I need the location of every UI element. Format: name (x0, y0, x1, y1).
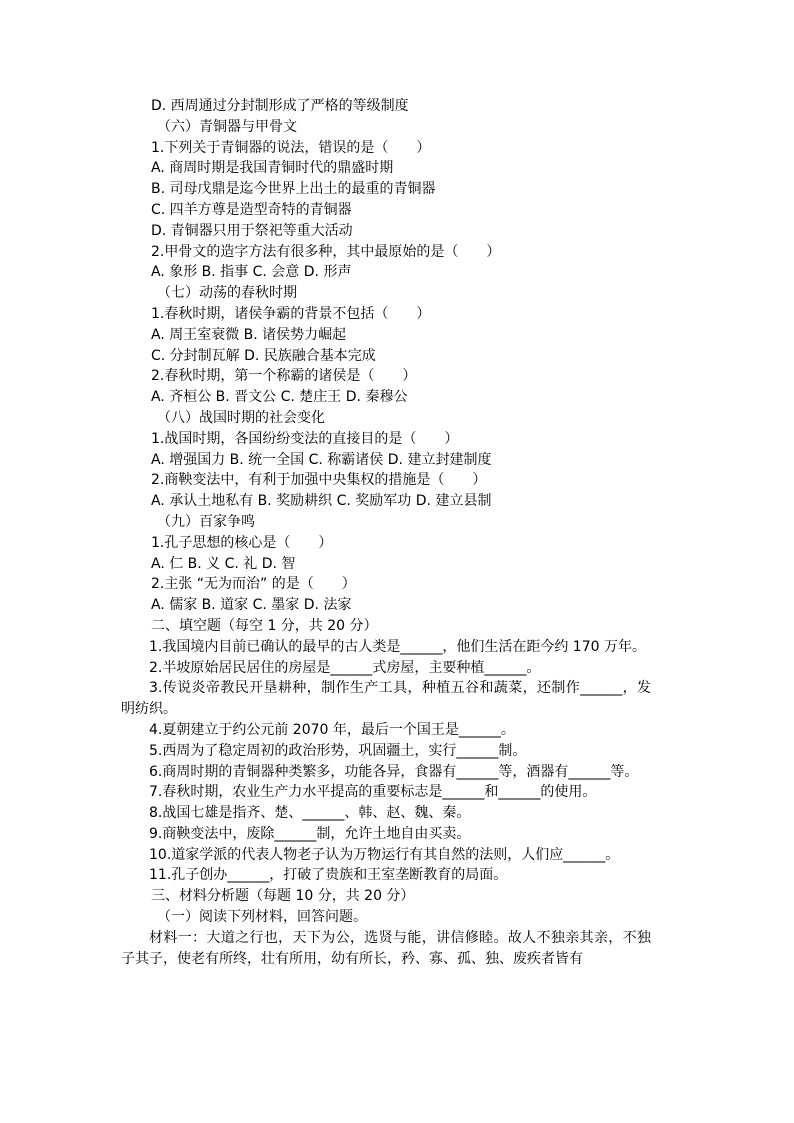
text-line: 2.商鞅变法中，有利于加强中央集权的措施是（ ） (151, 472, 487, 489)
fill-in-item: 11.孔子创办______，打破了贵族和王室垄断教育的局面。 (149, 867, 508, 884)
section-three (121, 886, 681, 969)
section-heading: （六）青铜器与甲骨文 (157, 118, 297, 135)
text-line: D. 西周通过分封制形成了严格的等级制度 (151, 98, 409, 114)
section-heading: （一）阅读下列材料，回答问题。 (157, 909, 367, 926)
material-passage: 材料一：大道之行也，天下为公，选贤与能，讲信修睦。故人不独亲其亲，不独子其子，使老有所终，壮有所用，幼有所长，矜、寡、孤、独、废疾者皆有 (121, 929, 651, 967)
section-heading: （七）动荡的春秋时期 (157, 285, 297, 302)
text-line: A. 增强国力 B. 统一全国 C. 称霸诸侯 D. 建立封建制度 (151, 451, 492, 468)
text-line: 2.甲骨文的造字方法有很多种，其中最原始的是（ ） (151, 243, 501, 260)
text-line: A. 仁 B. 义 C. 礼 D. 智 (151, 555, 296, 572)
text-line: D. 青铜器只用于祭祀等重大活动 (151, 222, 353, 239)
fill-in-item: 2.半坡原始居民居住的房屋是______式房屋，主要种植______。 (149, 659, 541, 676)
text-line: A. 儒家 B. 道家 C. 墨家 D. 法家 (151, 597, 352, 614)
text-line: 2.春秋时期，第一个称霸的诸侯是（ ） (151, 368, 417, 385)
document-page (121, 96, 681, 969)
text-line: 二、填空题（每空 1 分，共 20 分） (151, 617, 378, 634)
question-lines (151, 96, 681, 637)
text-line: B. 司母戊鼎是迄今世界上出土的最重的青铜器 (151, 181, 436, 198)
text-line: A. 象形 B. 指事 C. 会意 D. 形声 (151, 264, 352, 281)
fill-in-item: 6.商周时期的青铜器种类繁多，功能各异，食器有______等，酒器有______等。 (149, 763, 639, 780)
fill-in-item: 10.道家学派的代表人物老子认为万物运行有其自然的法则，人们应______。 (149, 846, 620, 863)
text-line: A. 周王室衰微 B. 诸侯势力崛起 (151, 326, 347, 343)
section-heading: （九）百家争鸣 (157, 513, 255, 530)
fill-in-item: 8.战国七雄是指齐、楚、______、韩、赵、魏、秦。 (149, 805, 471, 822)
text-line: 1.春秋时期，诸侯争霸的背景不包括（ ） (151, 305, 431, 322)
fill-in-questions (121, 637, 681, 887)
fill-in-item: 1.我国境内目前已确认的最早的古人类是______，他们生活在距今约 170 万年。 (149, 638, 646, 655)
section-heading: （八）战国时期的社会变化 (157, 409, 325, 426)
text-line: 1.孔子思想的核心是（ ） (151, 534, 333, 551)
fill-in-item: 3.传说炎帝教民开垦耕种，制作生产工具，种植五谷和蔬菜，还制作______，发明纺织。 (121, 680, 651, 718)
fill-in-item: 7.春秋时期，农业生产力水平提高的重要标志是______和______的使用。 (149, 784, 597, 801)
text-line: C. 分封制瓦解 D. 民族融合基本完成 (151, 347, 376, 364)
fill-in-item: 4.夏朝建立于约公元前 2070 年，最后一个国王是______。 (149, 721, 515, 738)
text-line: A. 齐桓公 B. 晋文公 C. 楚庄王 D. 秦穆公 (151, 389, 408, 406)
text-line: 2.主张 “无为而治” 的是（ ） (151, 576, 356, 593)
fill-in-item: 5.西周为了稳定周初的政治形势，巩固疆土，实行______制。 (149, 742, 527, 759)
text-line: A. 商周时期是我国青铜时代的鼎盛时期 (151, 160, 394, 177)
text-line: 1.战国时期，各国纷纷变法的直接目的是（ ） (151, 430, 459, 447)
section-title: 三、材料分析题（每题 10 分，共 20 分） (151, 888, 415, 905)
text-line: 1.下列关于青铜器的说法，错误的是（ ） (151, 139, 431, 156)
text-line: A. 承认土地私有 B. 奖励耕织 C. 奖励军功 D. 建立县制 (151, 493, 492, 510)
text-line: C. 四羊方尊是造型奇特的青铜器 (151, 201, 352, 218)
fill-in-item: 9.商鞅变法中，废除______制，允许土地自由买卖。 (149, 825, 471, 842)
